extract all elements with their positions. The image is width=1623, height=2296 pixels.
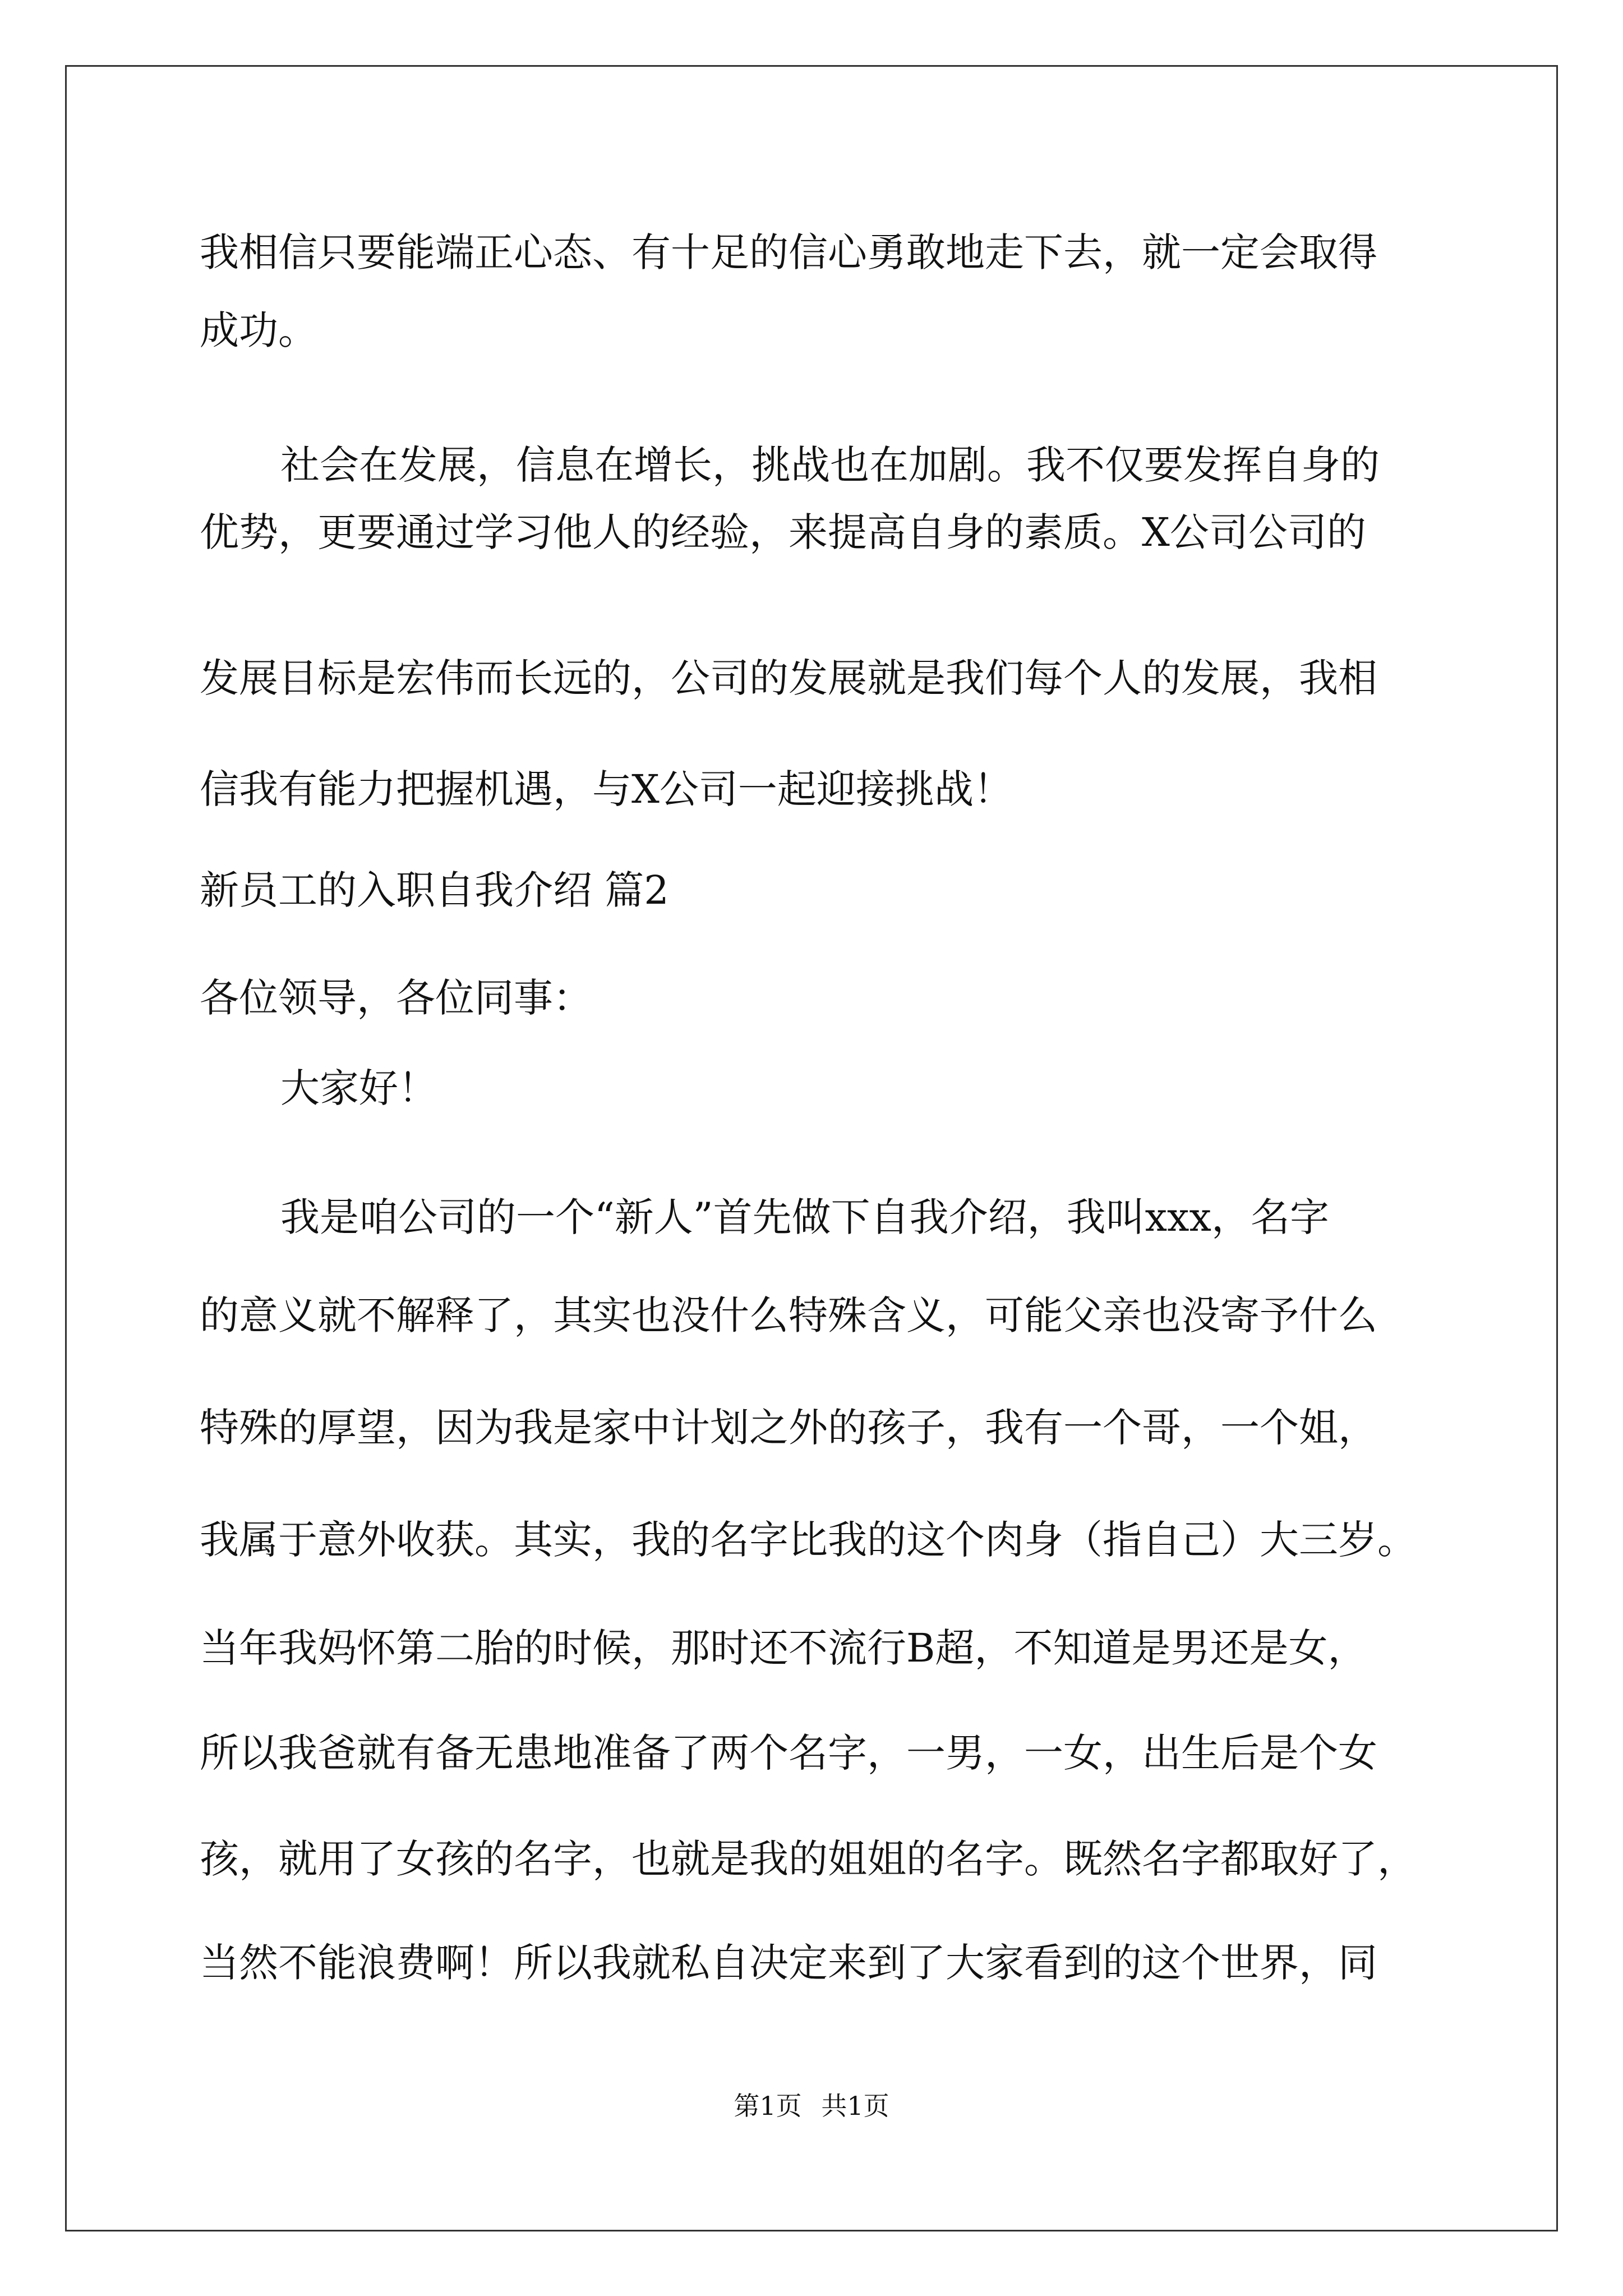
section-heading: 新员工的入职自我介绍 篇2 bbox=[200, 867, 669, 913]
paragraph-line-1: 我相信只要能端正心态、有十足的信心勇敢地走下去，就一定会取得 bbox=[200, 229, 1377, 275]
paragraph-line-8: 的意义就不解释了，其实也没什么特殊含义，可能父亲也没寄予什么 bbox=[200, 1292, 1377, 1338]
paragraph-line-4: 优势，更要通过学习他人的经验，来提高自身的素质。X公司公司的 bbox=[200, 509, 1366, 555]
salutation: 各位领导，各位同事： bbox=[200, 975, 592, 1021]
paragraph-line-14: 当然不能浪费啊！所以我就私自决定来到了大家看到的这个世界，同 bbox=[200, 1940, 1377, 1986]
paragraph-line-7: 我是咱公司的一个“新人”首先做下自我介绍，我叫xxx，名字 bbox=[280, 1194, 1330, 1240]
paragraph-line-12: 所以我爸就有备无患地准备了两个名字，一男，一女，出生后是个女 bbox=[200, 1730, 1377, 1776]
paragraph-line-5: 发展目标是宏伟而长远的，公司的发展就是我们每个人的发展，我相 bbox=[200, 655, 1377, 701]
paragraph-line-13: 孩，就用了女孩的名字，也就是我的姐姐的名字。既然名字都取好了， bbox=[200, 1836, 1417, 1882]
page-footer bbox=[0, 2089, 1623, 2123]
paragraph-line-9: 特殊的厚望，因为我是家中计划之外的孩子，我有一个哥，一个姐， bbox=[200, 1405, 1377, 1451]
paragraph-line-2: 成功。 bbox=[200, 307, 317, 353]
page-number: 第1页 bbox=[734, 2091, 802, 2121]
paragraph-line-10: 我属于意外收获。其实，我的名字比我的这个肉身（指自己）大三岁。 bbox=[200, 1517, 1417, 1563]
page-total: 共1页 bbox=[821, 2091, 889, 2121]
paragraph-line-3: 社会在发展，信息在增长，挑战也在加剧。我不仅要发挥自身的 bbox=[280, 442, 1380, 488]
paragraph-line-11: 当年我妈怀第二胎的时候，那时还不流行B超，不知道是男还是女， bbox=[200, 1625, 1367, 1671]
paragraph-line-6: 信我有能力把握机遇，与X公司一起迎接挑战！ bbox=[200, 766, 1013, 812]
page-border bbox=[65, 65, 1558, 2231]
greeting: 大家好！ bbox=[280, 1065, 437, 1111]
